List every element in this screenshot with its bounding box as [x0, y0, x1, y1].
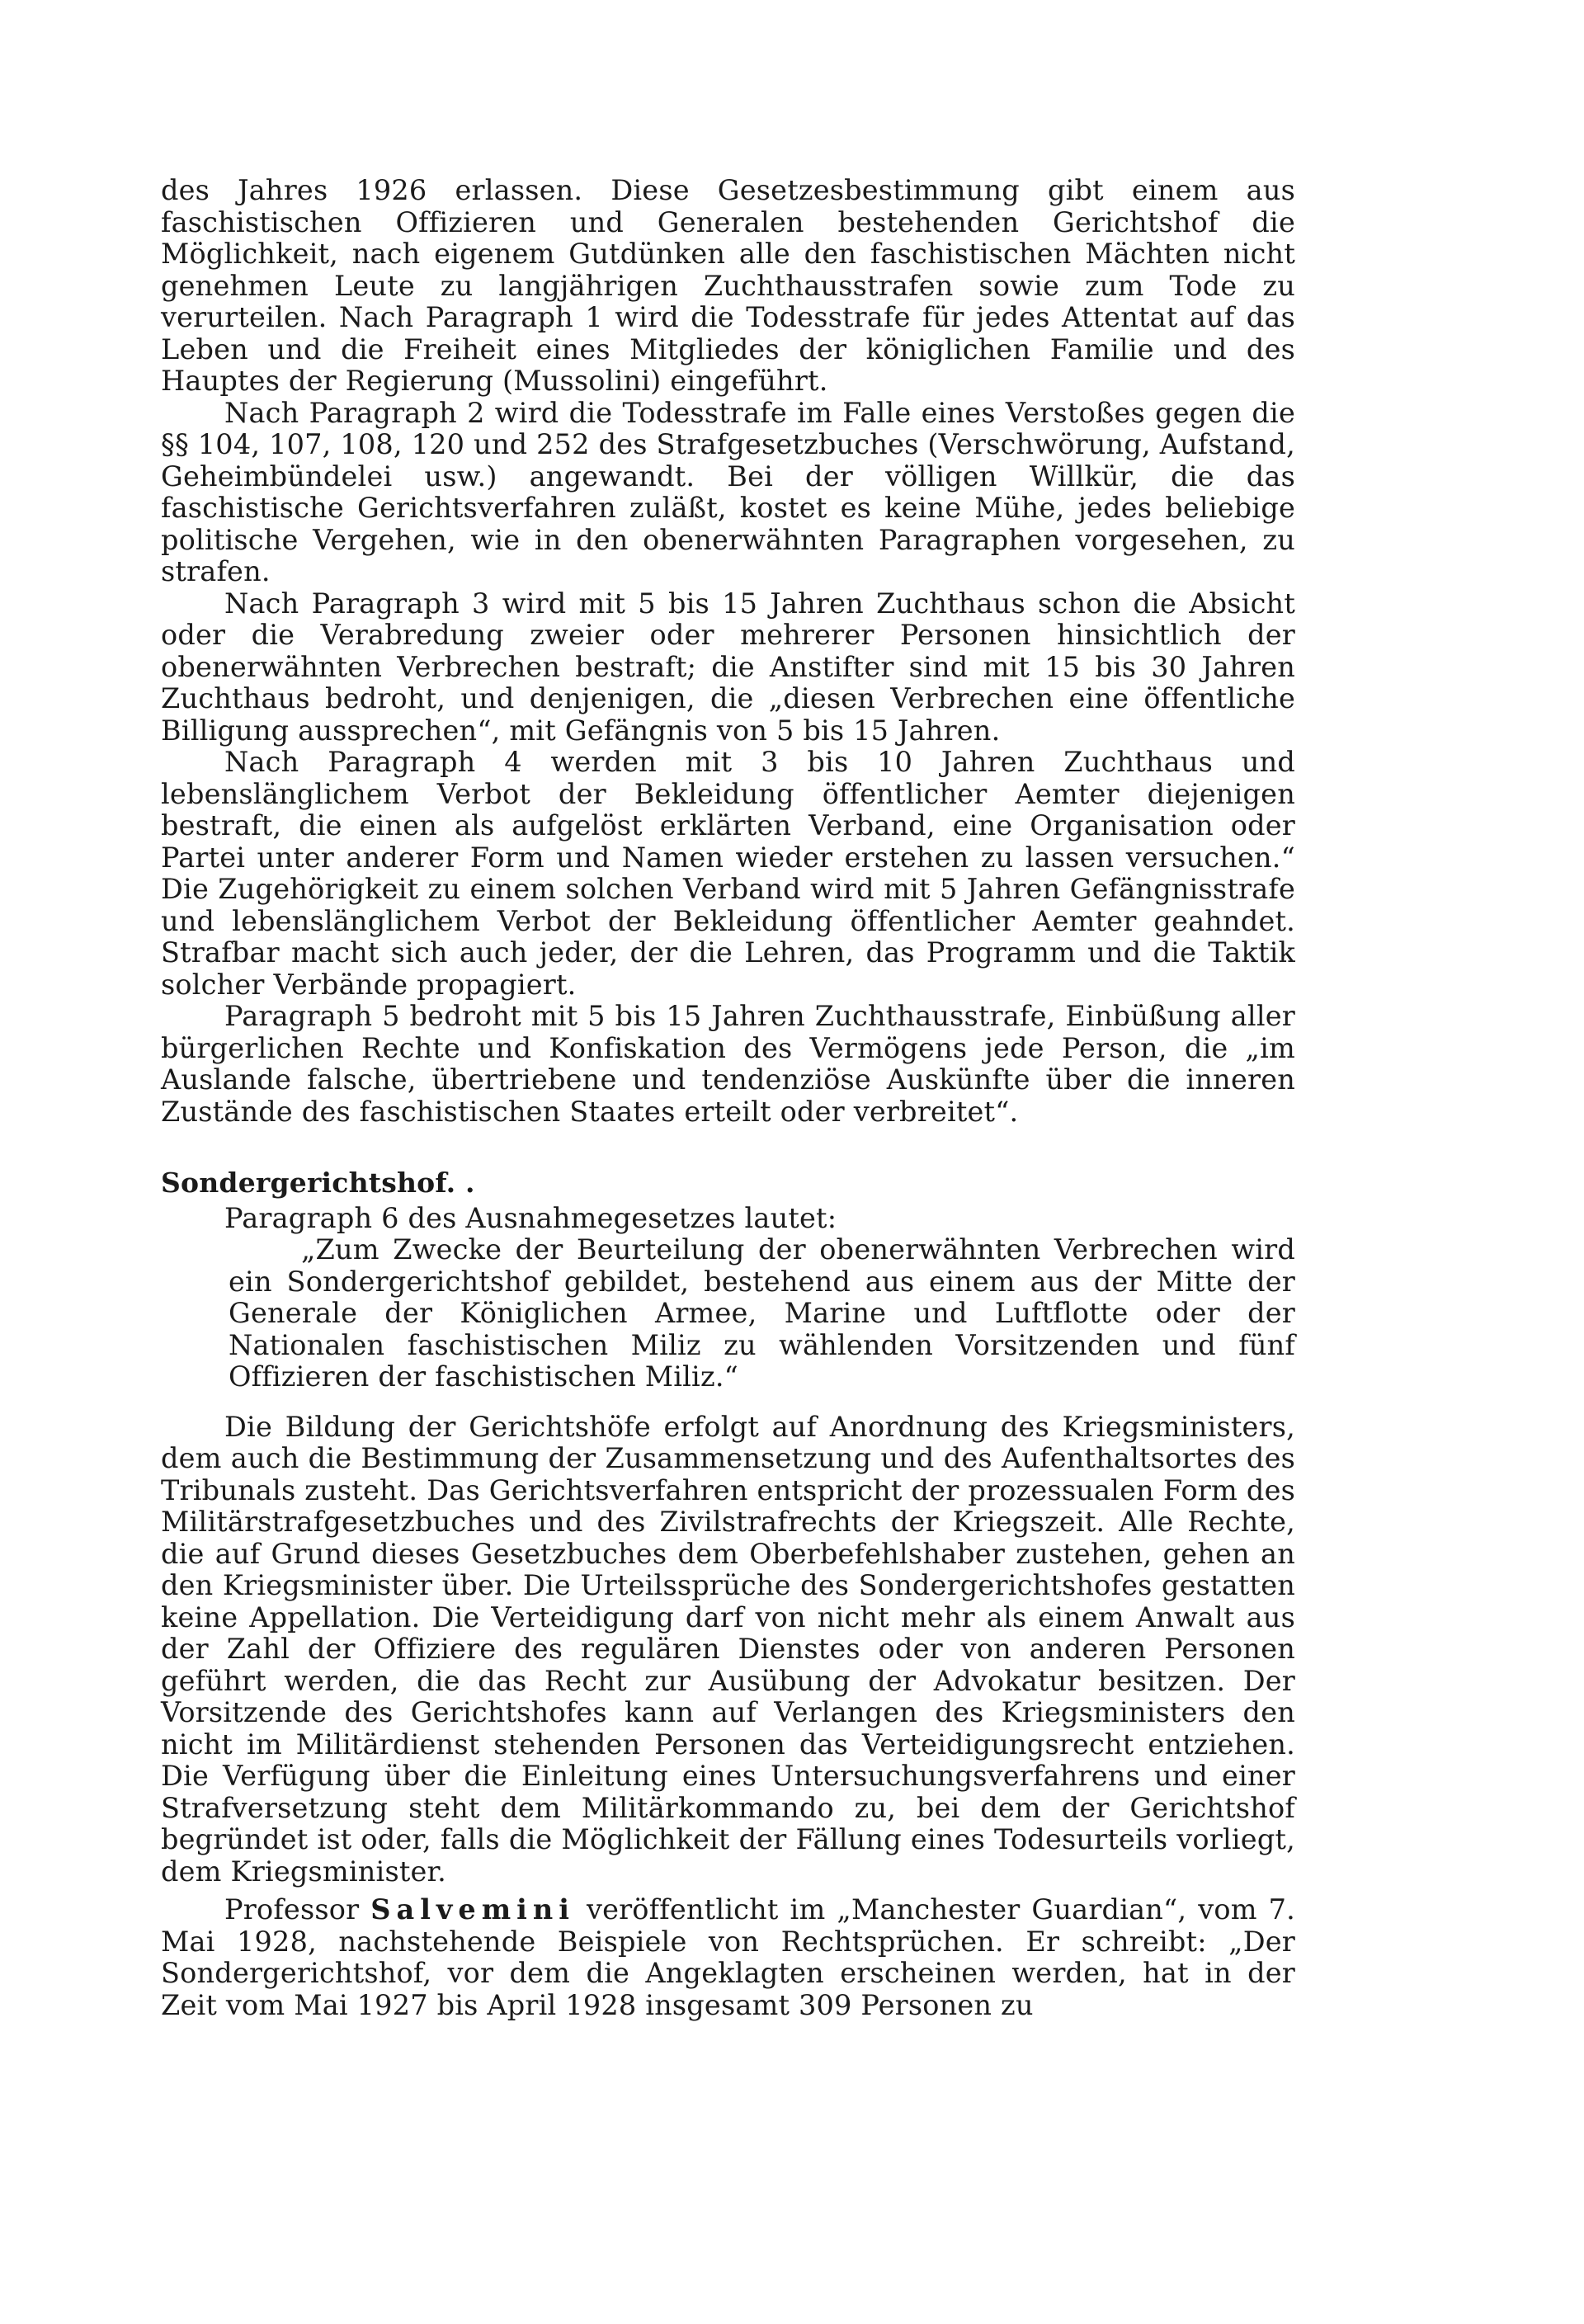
paragraph-4: Nach Paragraph 4 werden mit 3 bis 10 Jahren Zuchthaus und lebenslänglichem Verbot der Bekleidung öffentlicher Aemter diejenigen bestraft, die einen als aufgelöst erklärten Verband, eine Organisation oder Partei unter anderer Form und Namen wieder erstehen zu lassen versuchen.“ Die Zugehörigkeit zu einem solchen Verband wird mit 5 Jahren Gefängnisstrafe und lebenslänglichem Verbot der Bekleidung öffentlicher Aemter geahndet. Strafbar macht sich auch jeder, der die Lehren, das Programm und die Taktik solcher Verbände propagiert.: [161, 746, 1295, 1001]
spacer: [161, 1393, 1295, 1412]
paragraph-7: [161, 1894, 1295, 2021]
section-intro: Paragraph 6 des Ausnahmegesetzes lautet:: [224, 1201, 837, 1234]
section-heading: Sondergerichtshof. .: [161, 1167, 475, 1199]
paragraph-3: Nach Paragraph 3 wird mit 5 bis 15 Jahren Zuchthaus schon die Absicht oder die Verabredung zweier oder mehrerer Personen hinsichtlich der obenerwähnten Verbrechen bestraft; die Anstifter sind mit 15 bis 30 Jahren Zuchthaus bedroht, und denjenigen, die „diesen Verbrechen eine öffentliche Billigung aussprechen“, mit Gefängnis von 5 bis 15 Jahren.: [161, 587, 1295, 747]
paragraph-7-rest: veröffentlicht im „Manchester Guardian“, vom 7. Mai 1928, nachstehende Beispiele von Rechtsprüchen. Er schreibt: „Der Sondergerichtshof, vor dem die Angeklagten erscheinen werden, hat in der Zeit vom Mai 1927 bis April 1928 insgesamt 309 Personen zu: [161, 1893, 1295, 2021]
paragraph-7-lead: Professor: [224, 1893, 371, 1926]
law-quote: [229, 1234, 1295, 1393]
paragraph-5: Paragraph 5 bedroht mit 5 bis 15 Jahren Zuchthausstrafe, Einbüßung aller bürgerlichen Rechte und Konfiskation des Vermögens jede Person, die „im Auslande falsche, übertriebene und tendenziöse Auskünfte über die inneren Zustände des faschistischen Staates erteilt oder verbreitet“.: [161, 1000, 1295, 1128]
author-name: Salvemini: [370, 1893, 575, 1926]
law-quote-text: „Zum Zwecke der Beurteilung der obenerwähnten Verbrechen wird ein Sondergerichtshof gebildet, bestehend aus einem aus der Mitte der Generale der Königlichen Armee, Marine und Luftflotte oder der Nationalen faschistischen Miliz zu wählenden Vorsitzenden und fünf Offizieren der faschistischen Miliz.“: [229, 1233, 1295, 1393]
paragraph-1: des Jahres 1926 erlassen. Diese Gesetzesbestimmung gibt einem aus faschistischen Offizieren und Generalen bestehenden Gerichtshof die Möglichkeit, nach eigenem Gutdünken alle den faschistischen Mächten nicht genehmen Leute zu langjährigen Zuchthausstrafen sowie zum Tode zu verurteilen. Nach Paragraph 1 wird die Todesstrafe für jedes Attentat auf das Leben und die Freiheit eines Mitgliedes der königlichen Familie und des Hauptes der Regierung (Mussolini) eingeführt.: [161, 174, 1295, 397]
paragraph-2: Nach Paragraph 2 wird die Todesstrafe im Falle eines Verstoßes gegen die §§ 104, 107, 108, 120 und 252 des Strafgesetzbuches (Verschwörung, Aufstand, Geheimbündelei usw.) angewandt. Bei der völligen Willkür, die das faschistische Gerichtsverfahren zuläßt, kostet es keine Mühe, jedes beliebige politische Vergehen, wie in den obenerwähnten Paragraphen vorgesehen, zu strafen.: [161, 396, 1295, 587]
document-page: [161, 175, 1295, 2021]
paragraph-6: Die Bildung der Gerichtshöfe erfolgt auf Anordnung des Kriegsministers, dem auch die Bestimmung der Zusammensetzung und des Aufenthaltsortes des Tribunals zusteht. Das Gerichtsverfahren entspricht der prozessualen Form des Militärstrafgesetzbuches und des Zivilstrafrechts der Kriegszeit. Alle Rechte, die auf Grund dieses Gesetzbuches dem Oberbefehlshaber zustehen, gehen an den Kriegsminister über. Die Urteilssprüche des Sondergerichtshofes gestatten keine Appellation. Die Verteidigung darf von nicht mehr als einem Anwalt aus der Zahl der Offiziere des regulären Dienstes oder von anderen Personen geführt werden, die das Recht zur Ausübung der Advokatur besitzen. Der Vorsitzende des Gerichtshofes kann auf Verlangen des Kriegsministers den nicht im Militärdienst stehenden Personen das Verteidigungsrecht entziehen. Die Verfügung über die Einleitung eines Untersuchungsverfahrens und einer Strafversetzung steht dem Militärkommando zu, bei dem der Gerichtshof begründet ist oder, falls die Möglichkeit der Fällung eines Todesurteils vorliegt, dem Kriegsminister.: [161, 1410, 1295, 1888]
